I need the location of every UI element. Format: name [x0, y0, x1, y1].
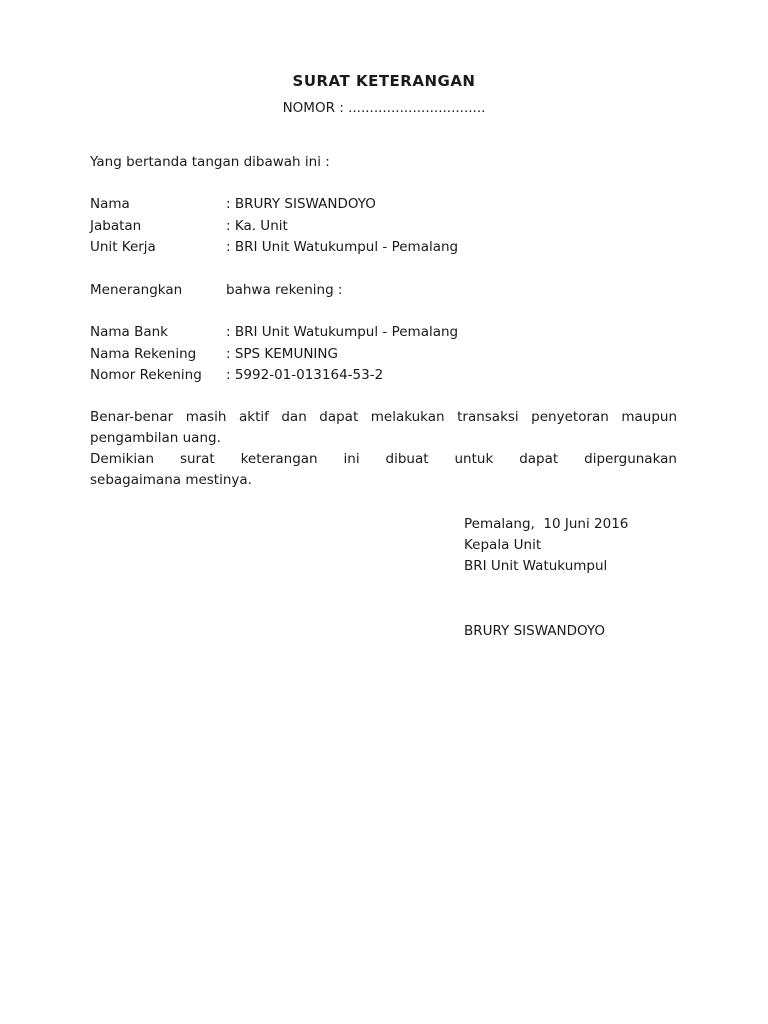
menerangkan-value: bahwa rekening :	[226, 282, 343, 298]
field-value: : BRURY SISWANDOYO	[226, 196, 376, 212]
menerangkan-label: Menerangkan	[90, 282, 183, 298]
body-line: Demikian surat keterangan ini dibuat untuk dapat dipergunakan	[90, 451, 677, 467]
field-label: Nomor Rekening	[90, 367, 202, 383]
body-line: Benar-benar masih aktif dan dapat melakukan transaksi penyetoran maupun	[90, 409, 677, 425]
body-line: pengambilan uang.	[90, 430, 221, 446]
intro-text: Yang bertanda tangan dibawah ini :	[90, 154, 330, 170]
signatory-office: BRI Unit Watukumpul	[464, 558, 608, 574]
field-row-nomor-rekening	[90, 365, 677, 387]
menerangkan-row	[90, 280, 677, 302]
field-row-unit-kerja	[90, 237, 677, 259]
field-label: Nama Rekening	[90, 345, 197, 362]
field-value: : BRI Unit Watukumpul - Pemalang	[226, 324, 459, 340]
field-value: : Ka. Unit	[226, 217, 288, 234]
signatory-fields	[90, 194, 677, 259]
document-number: NOMOR : ................................	[282, 100, 486, 116]
signature-block	[464, 514, 744, 577]
body-line: sebagaimana mestinya.	[90, 472, 252, 488]
field-value: : 5992-01-013164-53-2	[226, 367, 384, 383]
document-title: SURAT KETERANGAN	[292, 72, 476, 90]
field-label: Nama Bank	[90, 324, 168, 340]
signatory-name: BRURY SISWANDOYO	[464, 623, 606, 639]
body-paragraphs	[90, 407, 677, 491]
place-date: Pemalang, 10 Juni 2016	[464, 516, 629, 532]
field-value: : BRI Unit Watukumpul - Pemalang	[226, 239, 459, 255]
field-label: Nama	[90, 196, 130, 212]
field-row-jabatan	[90, 216, 677, 238]
field-label: Unit Kerja	[90, 239, 156, 255]
field-value: : SPS KEMUNING	[226, 345, 338, 362]
field-label: Jabatan	[90, 217, 142, 234]
menerangkan-line	[90, 280, 677, 302]
signatory-position: Kepala Unit	[464, 537, 542, 553]
field-row-nama-rekening	[90, 344, 677, 366]
field-row-nama-bank	[90, 322, 677, 344]
account-fields	[90, 322, 677, 387]
field-row-nama	[90, 194, 677, 216]
